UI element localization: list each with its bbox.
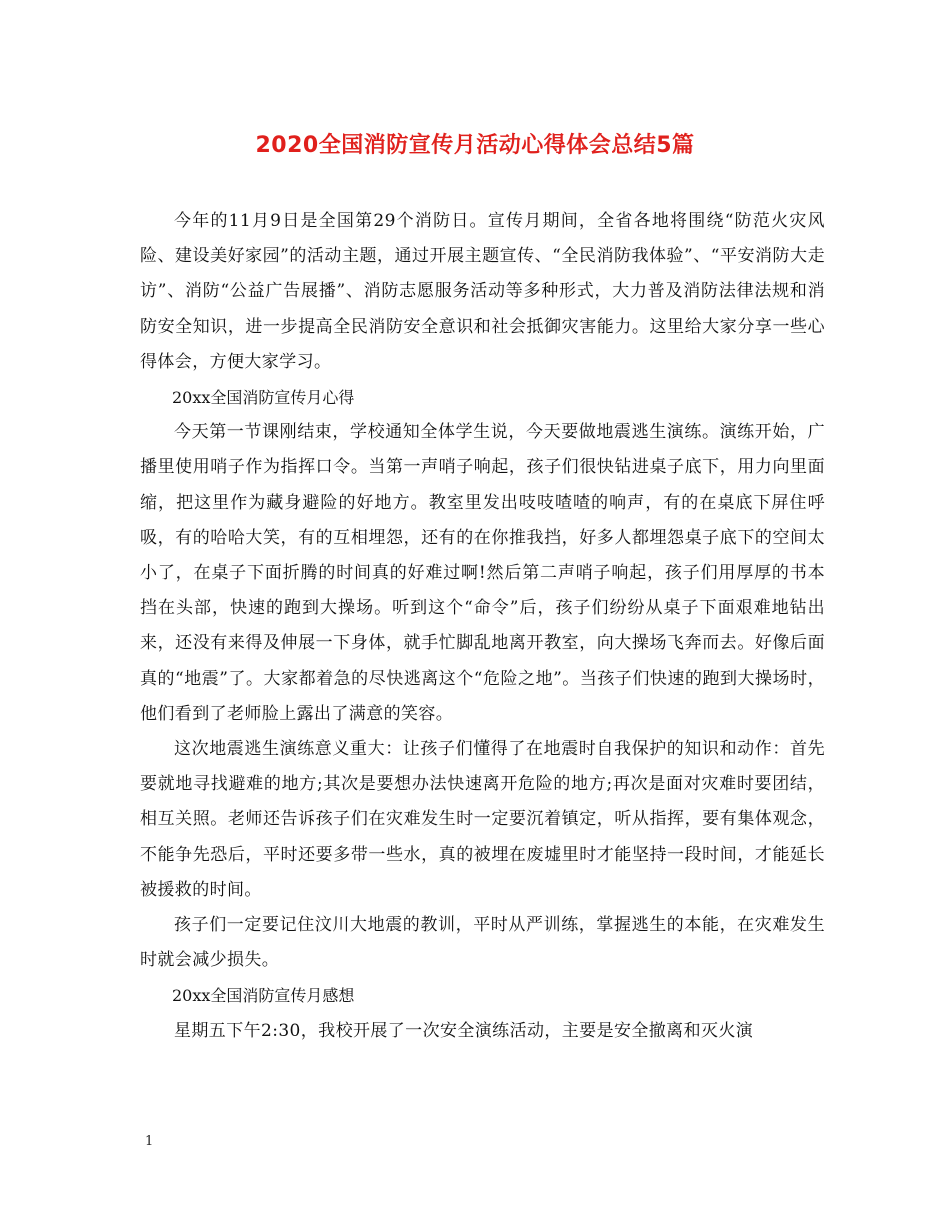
document-body <box>140 204 825 1049</box>
friday-paragraph: 星期五下午2:30，我校开展了一次安全演练活动，主要是安全撤离和灭火演 <box>174 1020 754 1041</box>
page-number: 1 <box>145 1134 154 1149</box>
significance-paragraph: 这次地震逃生演练意义重大：让孩子们懂得了在地震时自我保护的知识和动作：首先要就地寻找避难的地方;其次是要想办法快速离开危险的地方;再次是面对灾难时要团结，相互关照。老师还告诉孩子们在灾难发生时一定要沉着镇定，听从指挥，要有集体观念，不能争先恐后，平时还要多带一些水，真的被埋在废墟里时才能坚持一段时间，才能延长被援救的时间。 <box>140 739 825 900</box>
section-heading-2: 20xx全国消防宣传月感想 <box>172 986 355 1006</box>
lesson-paragraph: 孩子们一定要记住汶川大地震的教训，平时从严训练，掌握逃生的本能，在灾难发生时就会减少损失。 <box>140 915 825 971</box>
document-title: 2020全国消防宣传月活动心得体会总结5篇 <box>255 133 695 158</box>
section-heading-1: 20xx全国消防宣传月心得 <box>172 388 355 408</box>
intro-paragraph: 今年的11月9日是全国第29个消防日。宣传月期间，全省各地将围绕“防范火灾风险、建设美好家园”的活动主题，通过开展主题宣传、“全民消防我体验”、“平安消防大走访”、消防“公益广告展播”、消防志愿服务活动等多种形式，大力普及消防法律法规和消防安全知识，进一步提高全民消防安全意识和社会抵御灾害能力。这里给大家分享一些心得体会，方便大家学习。 <box>140 211 825 372</box>
drill-paragraph: 今天第一节课刚结束，学校通知全体学生说，今天要做地震逃生演练。演练开始，广播里使用哨子作为指挥口令。当第一声哨子响起，孩子们很快钻进桌子底下，用力向里面缩，把这里作为藏身避险的好地方。教室里发出吱吱喳喳的响声，有的在桌底下屏住呼吸，有的哈哈大笑，有的互相埋怨，还有的在你推我挡，好多人都埋怨桌子底下的空间太小了，在桌子下面折腾的时间真的好难过啊!然后第二声哨子响起，孩子们用厚厚的书本挡在头部，快速的跑到大操场。听到这个“命令”后，孩子们纷纷从桌子下面艰难地钻出来，还没有来得及伸展一下身体，就手忙脚乱地离开教室，向大操场飞奔而去。好像后面真的“地震”了。大家都着急的尽快逃离这个“危险之地”。当孩子们快速的跑到大操场时，他们看到了老师脸上露出了满意的笑容。 <box>140 422 825 724</box>
